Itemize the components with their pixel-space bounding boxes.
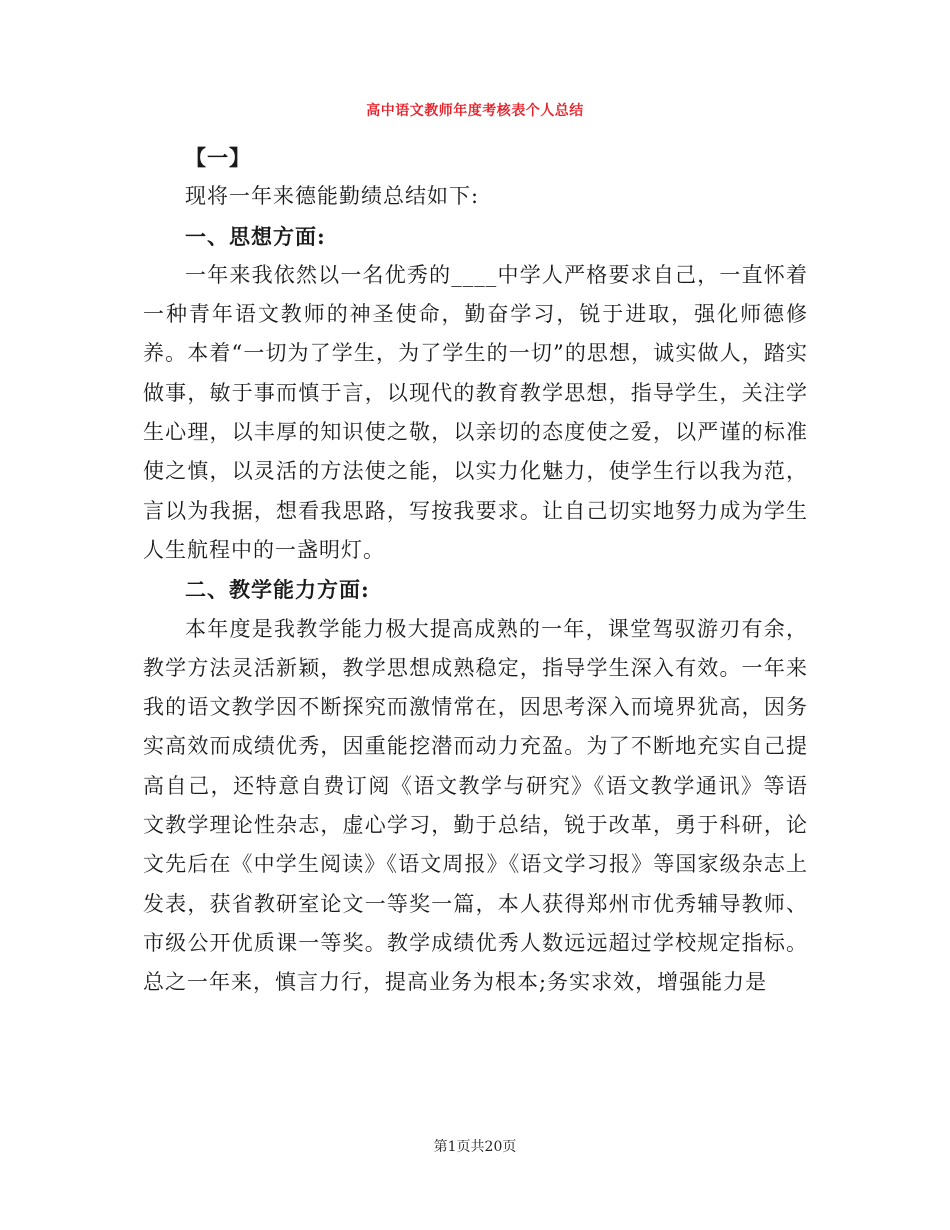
section-heading-teaching: 二、教学能力方面: [185,577,370,603]
intro-paragraph: 现将一年来德能勤绩总结如下: [185,184,480,209]
section-paragraph-thought: 一年来我依然以一名优秀的____中学人严格要求自己，一直怀着一种青年语文教师的神圣使命，勤奋学习，锐于进取，强化师德修养。本着“一切为了学生，为了学生的一切”的思想，诚实做人，踏实做事，敏于事而慎于言，以现代的教育教学思想，指导学生，关注学生心理，以丰厚的知识使之敬，以亲切的态度使之爱，以严谨的标准使之慎，以灵活的方法使之能，以实力化魅力，使学生行以我为范，言以为我据，想看我思路，写按我要求。让自己切实地努力成为学生人生航程中的一盏明灯。 [143,262,808,562]
section-heading-thought: 一、思想方面: [185,223,326,249]
section-label: 【一】 [185,145,251,170]
page-indicator: 第1页共20页 [433,1139,517,1155]
document-body [143,138,808,1003]
document-title: 高中语文教师年度考核表个人总结 [366,103,584,119]
section-paragraph-teaching: 本年度是我教学能力极大提高成熟的一年，课堂驾驭游刃有余，教学方法灵活新颖，教学思想成熟稳定，指导学生深入有效。一年来我的语文教学因不断探究而激情常在，因思考深入而境界犹高，因务实高效而成绩优秀，因重能挖潜而动力充盈。为了不断地充实自己提高自己，还特意自费订阅《语文教学与研究》《语文教学通讯》等语文教学理论性杂志，虚心学习，勤于总结，锐于改革，勇于科研，论文先后在《中学生阅读》《语文周报》《语文学习报》等国家级杂志上发表，获省教研室论文一等奖一篇，本人获得郑州市优秀辅导教师、市级公开优质课一等奖。教学成绩优秀人数远远超过学校规定指标。总之一年来，慎言力行，提高业务为根本;务实求效，增强能力是 [143,616,808,995]
